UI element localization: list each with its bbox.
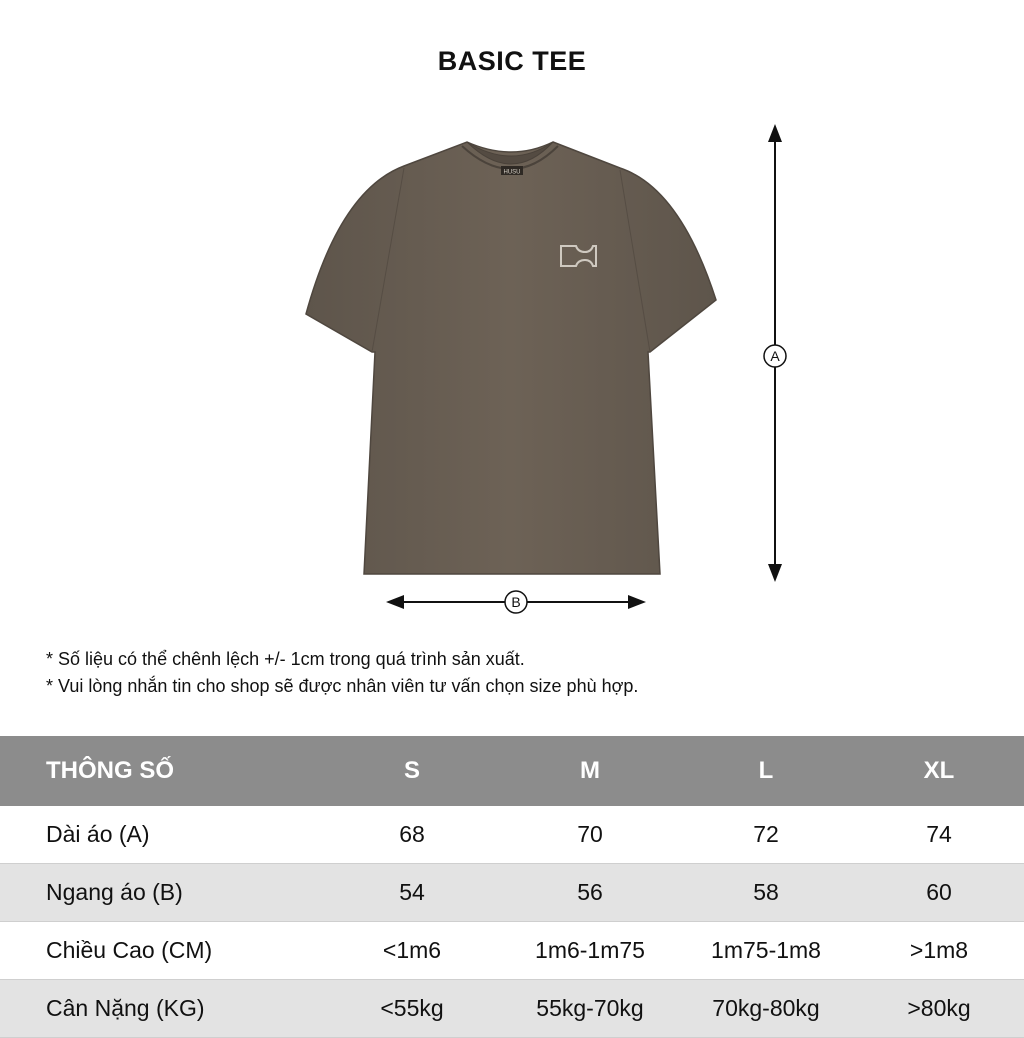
- cell-xl: >1m8: [909, 937, 969, 963]
- dimension-b: [386, 591, 646, 613]
- cell-xl: 74: [926, 821, 952, 847]
- table-row: [0, 980, 1024, 1038]
- table-row: [0, 864, 1024, 922]
- header-size-s: S: [403, 757, 420, 784]
- cell-s: <1m6: [382, 937, 442, 963]
- tshirt-body: [306, 142, 716, 574]
- cell-xl: >80kg: [907, 995, 971, 1021]
- cell-s: 68: [399, 821, 425, 847]
- cell-l: 70kg-80kg: [712, 995, 820, 1021]
- header-size-xl: XL: [923, 757, 955, 784]
- row-label: Chiều Cao (CM): [46, 937, 213, 963]
- cell-l: 1m75-1m8: [711, 937, 821, 963]
- arrow-up-icon: [768, 124, 782, 142]
- row-label: Dài áo (A): [46, 821, 150, 847]
- header-size-m: M: [580, 757, 600, 784]
- cell-m: 1m6-1m75: [535, 937, 645, 963]
- cell-l: 58: [753, 879, 779, 905]
- cell-m: 56: [577, 879, 603, 905]
- neck-label-text: HUSU: [503, 169, 521, 176]
- tshirt-illustration: [306, 142, 716, 574]
- page-title: BASIC TEE: [437, 46, 587, 76]
- table-row: [0, 922, 1024, 980]
- cell-l: 72: [753, 821, 779, 847]
- header-size-l: L: [758, 757, 774, 784]
- cell-s: <55kg: [380, 995, 444, 1021]
- table-row: [0, 806, 1024, 864]
- note-tolerance: * Số liệu có thể chênh lệch +/- 1cm trong quá trình sản xuất.: [46, 649, 525, 669]
- row-label: Ngang áo (B): [46, 879, 183, 905]
- cell-m: 55kg-70kg: [536, 995, 644, 1021]
- table-header-row: [0, 736, 1024, 806]
- arrow-right-icon: [628, 595, 646, 609]
- cell-m: 70: [577, 821, 603, 847]
- header-spec: THÔNG SỐ: [46, 757, 175, 784]
- cell-s: 54: [399, 879, 425, 905]
- arrow-down-icon: [768, 564, 782, 582]
- cell-xl: 60: [926, 879, 952, 905]
- dimension-b-label: B: [511, 594, 521, 610]
- dimension-a-label: A: [770, 348, 780, 364]
- arrow-left-icon: [386, 595, 404, 609]
- note-contact-shop: * Vui lòng nhắn tin cho shop sẽ được nhân viên tư vấn chọn size phù hợp.: [46, 676, 639, 696]
- dimension-a: [764, 124, 786, 582]
- size-chart-table: [0, 736, 1024, 1038]
- size-notes: [46, 646, 638, 700]
- row-label: Cân Nặng (KG): [46, 995, 205, 1021]
